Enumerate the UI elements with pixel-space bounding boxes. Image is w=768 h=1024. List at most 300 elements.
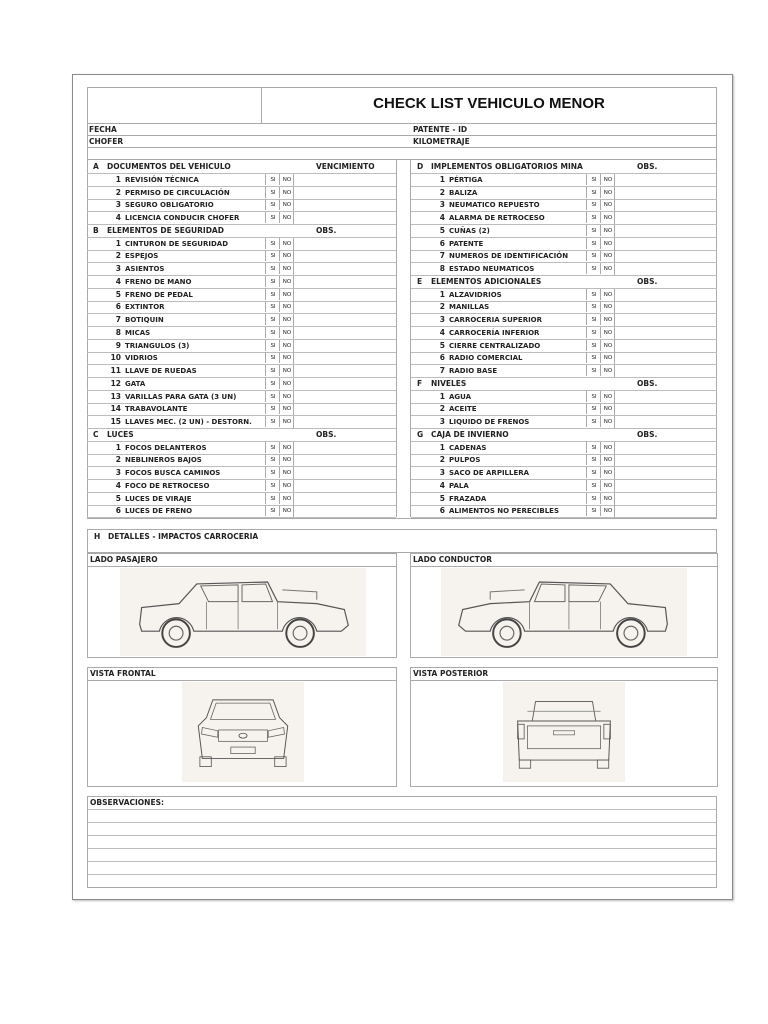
obs-divider — [614, 365, 615, 377]
item-number: 5 — [115, 493, 121, 503]
obs-divider — [293, 403, 294, 415]
section-letter: D — [417, 162, 424, 171]
si-checkbox[interactable]: SI — [586, 391, 601, 402]
vista-posterior-underline — [411, 680, 717, 681]
obs-field[interactable] — [637, 187, 715, 199]
item-number: 7 — [115, 315, 121, 324]
item-label: PATENTE — [449, 239, 484, 248]
checklist-row — [87, 174, 396, 187]
no-checkbox[interactable]: NO — [279, 416, 294, 427]
obs-field[interactable] — [637, 365, 715, 377]
obs-divider — [293, 250, 294, 262]
lado-pasajero-vehicle-icon — [120, 568, 366, 656]
obs-divider — [614, 352, 615, 364]
obs-divider — [614, 454, 615, 466]
checklist-row — [87, 416, 396, 429]
item-number: 1 — [439, 391, 445, 401]
obs-field[interactable] — [316, 250, 394, 262]
item-number: 2 — [439, 187, 445, 197]
obs-divider — [614, 301, 615, 313]
checklist-form — [87, 87, 717, 887]
si-checkbox[interactable]: SI — [586, 454, 601, 465]
no-checkbox[interactable]: NO — [279, 212, 294, 223]
no-checkbox[interactable]: NO — [600, 327, 615, 338]
vista-frontal-underline — [88, 680, 396, 681]
column-gap-right — [410, 159, 411, 517]
item-label: CUÑAS (2) — [449, 226, 490, 235]
no-checkbox[interactable]: NO — [600, 454, 615, 465]
si-checkbox[interactable]: SI — [586, 467, 601, 478]
checklist-row — [411, 238, 717, 251]
obs-field[interactable] — [316, 442, 394, 454]
item-label: LICENCIA CONDUCIR CHOFER — [125, 214, 240, 222]
si-checkbox[interactable]: SI — [265, 352, 280, 363]
si-checkbox[interactable]: SI — [586, 250, 601, 261]
si-checkbox[interactable]: SI — [265, 289, 280, 300]
header-line — [87, 135, 717, 136]
no-checkbox[interactable]: NO — [279, 263, 294, 274]
si-checkbox[interactable]: SI — [586, 505, 601, 516]
item-number: 8 — [439, 264, 445, 273]
si-checkbox[interactable]: SI — [265, 454, 280, 465]
obs-field[interactable] — [316, 327, 394, 339]
checklist-row — [411, 289, 717, 302]
no-checkbox[interactable]: NO — [279, 327, 294, 338]
item-number: 10 — [110, 353, 121, 363]
si-checkbox[interactable]: SI — [586, 301, 601, 312]
obs-divider — [614, 314, 615, 326]
item-number: 3 — [439, 468, 445, 477]
checklist-row — [411, 403, 717, 416]
no-checkbox[interactable]: NO — [279, 250, 294, 261]
si-checkbox[interactable]: SI — [586, 238, 601, 249]
section-column-label: OBS. — [316, 225, 337, 235]
observaciones-line — [88, 809, 716, 810]
no-checkbox[interactable]: NO — [279, 454, 294, 465]
item-label: NEUMATICO REPUESTO — [449, 201, 540, 210]
item-number: 5 — [439, 340, 445, 350]
si-checkbox[interactable]: SI — [265, 238, 280, 249]
si-checkbox[interactable]: SI — [265, 416, 280, 427]
no-checkbox[interactable]: NO — [600, 467, 615, 478]
checklist-row — [411, 199, 717, 212]
item-label: RADIO BASE — [449, 367, 498, 375]
si-checkbox[interactable]: SI — [265, 493, 280, 504]
obs-divider — [293, 352, 294, 364]
obs-divider — [293, 454, 294, 466]
si-checkbox[interactable]: SI — [586, 225, 601, 236]
item-label: ALARMA DE RETROCESO — [449, 214, 545, 222]
no-checkbox[interactable]: NO — [600, 391, 615, 402]
lado-pasajero-label: LADO PASAJERO — [90, 555, 158, 564]
lado-pasajero-underline — [88, 566, 396, 567]
item-number: 6 — [115, 302, 121, 312]
vista-frontal — [87, 667, 397, 787]
obs-field[interactable] — [316, 493, 394, 505]
section-h-letter: H — [94, 532, 101, 541]
obs-field[interactable] — [637, 212, 715, 224]
no-checkbox[interactable]: NO — [600, 352, 615, 363]
checklist-row — [87, 493, 396, 506]
obs-divider — [614, 493, 615, 505]
si-checkbox[interactable]: SI — [586, 365, 601, 376]
si-checkbox[interactable]: SI — [265, 187, 280, 198]
no-checkbox[interactable]: NO — [279, 276, 294, 287]
item-label: LLAVES MEC. (2 UN) - DESTORN. — [125, 418, 252, 426]
item-number: 1 — [439, 289, 445, 299]
no-checkbox[interactable]: NO — [279, 199, 294, 210]
checklist-row — [411, 340, 717, 353]
si-checkbox[interactable]: SI — [265, 301, 280, 312]
item-number: 1 — [115, 238, 121, 248]
obs-field[interactable] — [637, 238, 715, 250]
item-label: TRABAVOLANTE — [125, 405, 188, 414]
checklist-row — [87, 238, 396, 251]
section-letter: F — [417, 378, 423, 388]
obs-field[interactable] — [637, 174, 715, 186]
item-number: 15 — [110, 417, 121, 426]
no-checkbox[interactable]: NO — [279, 340, 294, 351]
si-checkbox[interactable]: SI — [586, 480, 601, 491]
checklist-row — [411, 314, 717, 327]
item-label: LIQUIDO DE FRENOS — [449, 418, 530, 426]
obs-field[interactable] — [316, 301, 394, 313]
si-checkbox[interactable]: SI — [265, 327, 280, 338]
item-number: 7 — [439, 251, 445, 261]
item-label: CINTURON DE SEGURIDAD — [125, 239, 229, 248]
si-checkbox[interactable]: SI — [265, 467, 280, 478]
item-number: 6 — [439, 238, 445, 248]
obs-divider — [614, 263, 615, 275]
item-label: MICAS — [125, 328, 151, 337]
si-checkbox[interactable]: SI — [265, 391, 280, 402]
item-label: MANILLAS — [449, 303, 490, 312]
si-checkbox[interactable]: SI — [586, 174, 601, 185]
item-number: 3 — [115, 200, 121, 210]
obs-field[interactable] — [316, 391, 394, 403]
obs-field[interactable] — [316, 276, 394, 288]
obs-field[interactable] — [316, 174, 394, 186]
patente-label: PATENTE - ID — [413, 125, 468, 134]
obs-field[interactable] — [316, 467, 394, 479]
obs-divider — [614, 174, 615, 186]
item-number: 2 — [439, 302, 445, 312]
section-title: IMPLEMENTOS OBLIGATORIOS MINA — [431, 162, 583, 171]
no-checkbox[interactable]: NO — [600, 250, 615, 261]
si-checkbox[interactable]: SI — [586, 187, 601, 198]
checklist-row — [411, 187, 717, 200]
si-checkbox[interactable]: SI — [586, 352, 601, 363]
si-checkbox[interactable]: SI — [586, 327, 601, 338]
checklist-row — [87, 352, 396, 365]
obs-divider — [293, 199, 294, 211]
no-checkbox[interactable]: NO — [600, 365, 615, 376]
obs-field[interactable] — [637, 493, 715, 505]
obs-divider — [614, 505, 615, 517]
no-checkbox[interactable]: NO — [600, 238, 615, 249]
item-label: CADENAS — [449, 443, 487, 452]
item-label: PÉRTIGA — [449, 175, 483, 184]
obs-field[interactable] — [637, 416, 715, 428]
obs-divider — [293, 174, 294, 186]
observaciones-line — [88, 874, 716, 875]
si-checkbox[interactable]: SI — [265, 263, 280, 274]
no-checkbox[interactable]: NO — [279, 378, 294, 389]
obs-field[interactable] — [316, 199, 394, 211]
item-number: 3 — [439, 315, 445, 324]
no-checkbox[interactable]: NO — [279, 391, 294, 402]
no-checkbox[interactable]: NO — [600, 314, 615, 325]
no-checkbox[interactable]: NO — [600, 403, 615, 414]
section-letter: G — [417, 429, 424, 439]
checklist-row — [411, 493, 717, 506]
no-checkbox[interactable]: NO — [600, 212, 615, 223]
item-number: 9 — [115, 340, 121, 350]
obs-field[interactable] — [637, 467, 715, 479]
no-checkbox[interactable]: NO — [600, 505, 615, 516]
item-label: LUCES DE FRENO — [125, 507, 193, 516]
si-checkbox[interactable]: SI — [586, 442, 601, 453]
obs-divider — [614, 327, 615, 339]
section-letter: A — [93, 162, 99, 171]
obs-field[interactable] — [316, 187, 394, 199]
no-checkbox[interactable]: NO — [279, 314, 294, 325]
section-title: CAJA DE INVIERNO — [431, 429, 509, 439]
item-number: 4 — [115, 276, 121, 286]
section-d-header — [411, 161, 717, 174]
item-label: FOCOS BUSCA CAMINOS — [125, 469, 221, 477]
si-checkbox[interactable]: SI — [265, 250, 280, 261]
section-column-label: OBS. — [316, 429, 337, 439]
obs-field[interactable] — [637, 352, 715, 364]
section-title: ELEMENTOS ADICIONALES — [431, 276, 542, 286]
si-checkbox[interactable]: SI — [586, 289, 601, 300]
item-number: 1 — [115, 174, 121, 184]
checklist-row — [87, 480, 396, 493]
checklist-row — [87, 187, 396, 200]
item-label: FOCOS DELANTEROS — [125, 443, 207, 452]
no-checkbox[interactable]: NO — [279, 480, 294, 491]
item-number: 4 — [439, 480, 445, 490]
obs-field[interactable] — [637, 225, 715, 237]
obs-field[interactable] — [637, 480, 715, 492]
obs-field[interactable] — [637, 403, 715, 415]
obs-field[interactable] — [316, 314, 394, 326]
item-number: 12 — [110, 378, 121, 388]
checklist-row — [411, 391, 717, 404]
item-label: ESPEJOS — [125, 252, 159, 261]
si-checkbox[interactable]: SI — [586, 340, 601, 351]
section-h-title: DETALLES - IMPACTOS CARROCERIA — [108, 532, 259, 541]
obs-field[interactable] — [316, 403, 394, 415]
obs-field[interactable] — [637, 301, 715, 313]
obs-field[interactable] — [637, 199, 715, 211]
obs-field[interactable] — [316, 454, 394, 466]
item-label: PULPOS — [449, 456, 481, 465]
obs-field[interactable] — [637, 327, 715, 339]
obs-divider — [614, 250, 615, 262]
obs-divider — [293, 327, 294, 339]
obs-field[interactable] — [637, 250, 715, 262]
obs-field[interactable] — [637, 340, 715, 352]
si-checkbox[interactable]: SI — [265, 378, 280, 389]
no-checkbox[interactable]: NO — [600, 493, 615, 504]
item-number: 6 — [439, 506, 445, 516]
no-checkbox[interactable]: NO — [279, 352, 294, 363]
no-checkbox[interactable]: NO — [279, 174, 294, 185]
obs-field[interactable] — [316, 365, 394, 377]
fecha-label: FECHA — [89, 125, 117, 134]
item-number: 4 — [439, 327, 445, 337]
checklist-row — [411, 174, 717, 187]
si-checkbox[interactable]: SI — [586, 493, 601, 504]
item-label: EXTINTOR — [125, 303, 165, 312]
obs-field[interactable] — [637, 289, 715, 301]
obs-divider — [293, 301, 294, 313]
obs-divider — [614, 391, 615, 403]
item-label: NUMEROS DE IDENTIFICACIÓN — [449, 252, 569, 261]
section-letter: E — [417, 276, 423, 286]
obs-divider — [614, 340, 615, 352]
item-label: ASIENTOS — [125, 265, 165, 273]
item-label: BOTIQUIN — [125, 316, 164, 324]
obs-field[interactable] — [637, 442, 715, 454]
section-c-header — [87, 429, 396, 442]
item-number: 5 — [439, 493, 445, 503]
no-checkbox[interactable]: NO — [279, 467, 294, 478]
no-checkbox[interactable]: NO — [279, 301, 294, 312]
obs-divider — [293, 187, 294, 199]
item-label: VARILLAS PARA GATA (3 UN) — [125, 392, 237, 401]
no-checkbox[interactable]: NO — [279, 505, 294, 516]
checklist-row — [87, 467, 396, 480]
si-checkbox[interactable]: SI — [265, 403, 280, 414]
checklist-row — [87, 289, 396, 302]
obs-field[interactable] — [637, 454, 715, 466]
lado-conductor-underline — [411, 566, 717, 567]
obs-field[interactable] — [316, 340, 394, 352]
checklist-row — [411, 505, 717, 518]
item-label: ALIMENTOS NO PERECIBLES — [449, 507, 559, 516]
no-checkbox[interactable]: NO — [600, 340, 615, 351]
no-checkbox[interactable]: NO — [600, 442, 615, 453]
checklist-row — [411, 225, 717, 238]
si-checkbox[interactable]: SI — [586, 314, 601, 325]
item-label: FRENO DE PEDAL — [125, 290, 193, 299]
header-line — [87, 159, 717, 160]
page-title: CHECK LIST VEHICULO MENOR — [373, 95, 605, 112]
si-checkbox[interactable]: SI — [265, 212, 280, 223]
item-number: 2 — [439, 404, 445, 414]
lado-pasajero-vehicle-drawing — [120, 568, 366, 656]
no-checkbox[interactable]: NO — [600, 480, 615, 491]
si-checkbox[interactable]: SI — [586, 403, 601, 414]
si-checkbox[interactable]: SI — [586, 199, 601, 210]
obs-field[interactable] — [637, 505, 715, 517]
obs-field[interactable] — [637, 263, 715, 275]
no-checkbox[interactable]: NO — [279, 442, 294, 453]
item-number: 2 — [115, 455, 121, 465]
no-checkbox[interactable]: NO — [279, 238, 294, 249]
no-checkbox[interactable]: NO — [600, 416, 615, 427]
no-checkbox[interactable]: NO — [600, 289, 615, 300]
section-column-label: OBS. — [637, 378, 658, 388]
obs-field[interactable] — [316, 212, 394, 224]
si-checkbox[interactable]: SI — [586, 263, 601, 274]
item-number: 1 — [439, 442, 445, 452]
si-checkbox[interactable]: SI — [265, 442, 280, 453]
si-checkbox[interactable]: SI — [265, 480, 280, 491]
item-label: NEBLINEROS BAJOS — [125, 456, 202, 465]
no-checkbox[interactable]: NO — [600, 263, 615, 274]
vista-frontal-vehicle-icon — [182, 682, 304, 782]
no-checkbox[interactable]: NO — [279, 493, 294, 504]
item-label: RADIO COMERCIAL — [449, 354, 523, 363]
no-checkbox[interactable]: NO — [600, 199, 615, 210]
si-checkbox[interactable]: SI — [265, 505, 280, 516]
si-checkbox[interactable]: SI — [265, 314, 280, 325]
no-checkbox[interactable]: NO — [279, 187, 294, 198]
vista-posterior-vehicle-icon — [503, 682, 625, 782]
item-label: PALA — [449, 481, 469, 490]
obs-field[interactable] — [316, 289, 394, 301]
si-checkbox[interactable]: SI — [265, 174, 280, 185]
no-checkbox[interactable]: NO — [279, 365, 294, 376]
item-label: FOCO DE RETROCESO — [125, 481, 210, 490]
item-label: GATA — [125, 379, 146, 388]
si-checkbox[interactable]: SI — [265, 365, 280, 376]
column-gap-left — [396, 159, 397, 517]
checklist-row — [411, 250, 717, 263]
no-checkbox[interactable]: NO — [600, 225, 615, 236]
vista-frontal-vehicle-drawing — [182, 682, 304, 782]
checklist-row — [411, 365, 717, 378]
obs-field[interactable] — [316, 416, 394, 428]
section-title: ELEMENTOS DE SEGURIDAD — [107, 225, 224, 235]
no-checkbox[interactable]: NO — [600, 174, 615, 185]
obs-field[interactable] — [316, 378, 394, 390]
obs-field[interactable] — [316, 505, 394, 517]
no-checkbox[interactable]: NO — [279, 403, 294, 414]
obs-field[interactable] — [316, 263, 394, 275]
checklist-row — [87, 391, 396, 404]
checklist-row — [411, 352, 717, 365]
si-checkbox[interactable]: SI — [586, 212, 601, 223]
no-checkbox[interactable]: NO — [279, 289, 294, 300]
obs-field[interactable] — [637, 391, 715, 403]
obs-field[interactable] — [637, 314, 715, 326]
item-label: ACEITE — [449, 405, 477, 414]
no-checkbox[interactable]: NO — [600, 187, 615, 198]
item-number: 4 — [115, 213, 121, 222]
no-checkbox[interactable]: NO — [600, 301, 615, 312]
checklist-row — [87, 250, 396, 263]
checklist-row — [87, 276, 396, 289]
obs-divider — [293, 467, 294, 479]
si-checkbox[interactable]: SI — [586, 416, 601, 427]
obs-field[interactable] — [316, 480, 394, 492]
si-checkbox[interactable]: SI — [265, 276, 280, 287]
checklist-row — [411, 442, 717, 455]
chofer-label: CHOFER — [89, 137, 124, 146]
si-checkbox[interactable]: SI — [265, 199, 280, 210]
obs-field[interactable] — [316, 238, 394, 250]
section-column-label: VENCIMIENTO — [316, 162, 375, 171]
section-letter: B — [93, 225, 99, 235]
si-checkbox[interactable]: SI — [265, 340, 280, 351]
item-label: VIDRIOS — [125, 354, 158, 363]
obs-field[interactable] — [316, 352, 394, 364]
